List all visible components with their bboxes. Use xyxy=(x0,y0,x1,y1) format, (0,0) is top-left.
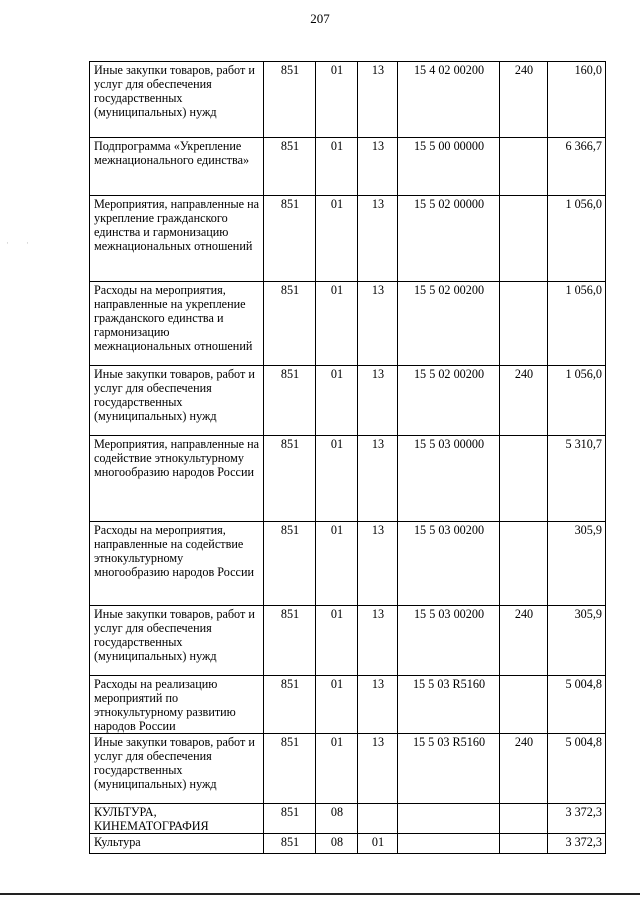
row-grbs: 851 xyxy=(264,676,316,734)
table-row xyxy=(90,62,606,138)
row-target-code: 15 5 03 00200 xyxy=(398,522,500,606)
row-expense-type xyxy=(500,834,548,854)
row-section: 01 xyxy=(316,522,358,606)
row-expense-type: 240 xyxy=(500,62,548,138)
row-target-code: 15 5 02 00200 xyxy=(398,366,500,436)
table-row xyxy=(90,366,606,436)
table-row xyxy=(90,804,606,834)
row-target-code: 15 5 03 R5160 xyxy=(398,734,500,804)
row-target-code xyxy=(398,804,500,834)
row-expense-type xyxy=(500,138,548,196)
row-section: 01 xyxy=(316,366,358,436)
row-section: 08 xyxy=(316,834,358,854)
table-row xyxy=(90,676,606,734)
row-grbs: 851 xyxy=(264,834,316,854)
row-name: КУЛЬТУРА, КИНЕМАТОГРАФИЯ xyxy=(90,804,264,834)
row-sum: 5 004,8 xyxy=(548,734,606,804)
row-sum: 3 372,3 xyxy=(548,834,606,854)
scan-mark: · xyxy=(6,238,9,248)
row-target-code: 15 5 03 00000 xyxy=(398,436,500,522)
row-expense-type xyxy=(500,676,548,734)
table-row xyxy=(90,138,606,196)
table-row xyxy=(90,436,606,522)
row-target-code: 15 5 03 00200 xyxy=(398,606,500,676)
row-name: Расходы на мероприятия, направленные на содействие этнокультурному многообразию народов России xyxy=(90,522,264,606)
row-section: 01 xyxy=(316,138,358,196)
row-grbs: 851 xyxy=(264,606,316,676)
page-number: 207 xyxy=(310,11,330,26)
table-row xyxy=(90,282,606,366)
row-expense-type xyxy=(500,436,548,522)
row-grbs: 851 xyxy=(264,196,316,282)
row-subsection: 13 xyxy=(358,606,398,676)
row-grbs: 851 xyxy=(264,138,316,196)
row-expense-type: 240 xyxy=(500,606,548,676)
table-row xyxy=(90,734,606,804)
row-subsection: 13 xyxy=(358,366,398,436)
row-expense-type xyxy=(500,282,548,366)
row-subsection: 13 xyxy=(358,436,398,522)
row-name: Мероприятия, направленные на содействие этнокультурному многообразию народов России xyxy=(90,436,264,522)
row-sum: 1 056,0 xyxy=(548,366,606,436)
row-sum: 305,9 xyxy=(548,522,606,606)
row-sum: 160,0 xyxy=(548,62,606,138)
row-target-code: 15 5 02 00200 xyxy=(398,282,500,366)
row-section: 01 xyxy=(316,282,358,366)
row-sum: 1 056,0 xyxy=(548,282,606,366)
table-row xyxy=(90,196,606,282)
row-subsection: 13 xyxy=(358,734,398,804)
row-subsection: 13 xyxy=(358,62,398,138)
row-expense-type xyxy=(500,804,548,834)
row-subsection: 13 xyxy=(358,196,398,282)
table-row xyxy=(90,834,606,854)
row-section: 01 xyxy=(316,676,358,734)
row-subsection: 13 xyxy=(358,676,398,734)
row-sum: 305,9 xyxy=(548,606,606,676)
row-name: Иные закупки товаров, работ и услуг для обеспечения государственных (муниципальных) нужд xyxy=(90,734,264,804)
row-grbs: 851 xyxy=(264,366,316,436)
row-name: Подпрограмма «Укрепление межнационального единства» xyxy=(90,138,264,196)
row-subsection xyxy=(358,804,398,834)
row-sum: 5 004,8 xyxy=(548,676,606,734)
row-target-code: 15 4 02 00200 xyxy=(398,62,500,138)
row-section: 01 xyxy=(316,606,358,676)
row-target-code xyxy=(398,834,500,854)
scan-mark: · xyxy=(26,238,29,248)
budget-table xyxy=(89,61,606,854)
row-sum: 6 366,7 xyxy=(548,138,606,196)
row-name: Мероприятия, направленные на укрепление гражданского единства и гармонизацию межнациональных отношений xyxy=(90,196,264,282)
row-expense-type: 240 xyxy=(500,366,548,436)
scan-edge xyxy=(0,893,640,895)
row-name: Иные закупки товаров, работ и услуг для обеспечения государственных (муниципальных) нужд xyxy=(90,606,264,676)
row-section: 08 xyxy=(316,804,358,834)
row-grbs: 851 xyxy=(264,282,316,366)
row-section: 01 xyxy=(316,734,358,804)
row-target-code: 15 5 03 R5160 xyxy=(398,676,500,734)
row-name: Расходы на реализацию мероприятий по этнокультурному развитию народов России xyxy=(90,676,264,734)
row-grbs: 851 xyxy=(264,522,316,606)
row-sum: 3 372,3 xyxy=(548,804,606,834)
row-sum: 1 056,0 xyxy=(548,196,606,282)
row-grbs: 851 xyxy=(264,804,316,834)
table-row xyxy=(90,522,606,606)
row-subsection: 13 xyxy=(358,282,398,366)
row-name: Культура xyxy=(90,834,264,854)
row-section: 01 xyxy=(316,62,358,138)
row-name: Иные закупки товаров, работ и услуг для обеспечения государственных (муниципальных) нужд xyxy=(90,366,264,436)
row-sum: 5 310,7 xyxy=(548,436,606,522)
row-name: Иные закупки товаров, работ и услуг для обеспечения государственных (муниципальных) нужд xyxy=(90,62,264,138)
row-grbs: 851 xyxy=(264,62,316,138)
row-expense-type: 240 xyxy=(500,734,548,804)
table-row xyxy=(90,606,606,676)
row-name: Расходы на мероприятия, направленные на укрепление гражданского единства и гармонизацию межнациональных отношений xyxy=(90,282,264,366)
row-target-code: 15 5 00 00000 xyxy=(398,138,500,196)
row-subsection: 13 xyxy=(358,522,398,606)
row-subsection: 01 xyxy=(358,834,398,854)
row-section: 01 xyxy=(316,436,358,522)
row-subsection: 13 xyxy=(358,138,398,196)
row-target-code: 15 5 02 00000 xyxy=(398,196,500,282)
row-section: 01 xyxy=(316,196,358,282)
row-grbs: 851 xyxy=(264,734,316,804)
row-expense-type xyxy=(500,522,548,606)
row-expense-type xyxy=(500,196,548,282)
row-grbs: 851 xyxy=(264,436,316,522)
